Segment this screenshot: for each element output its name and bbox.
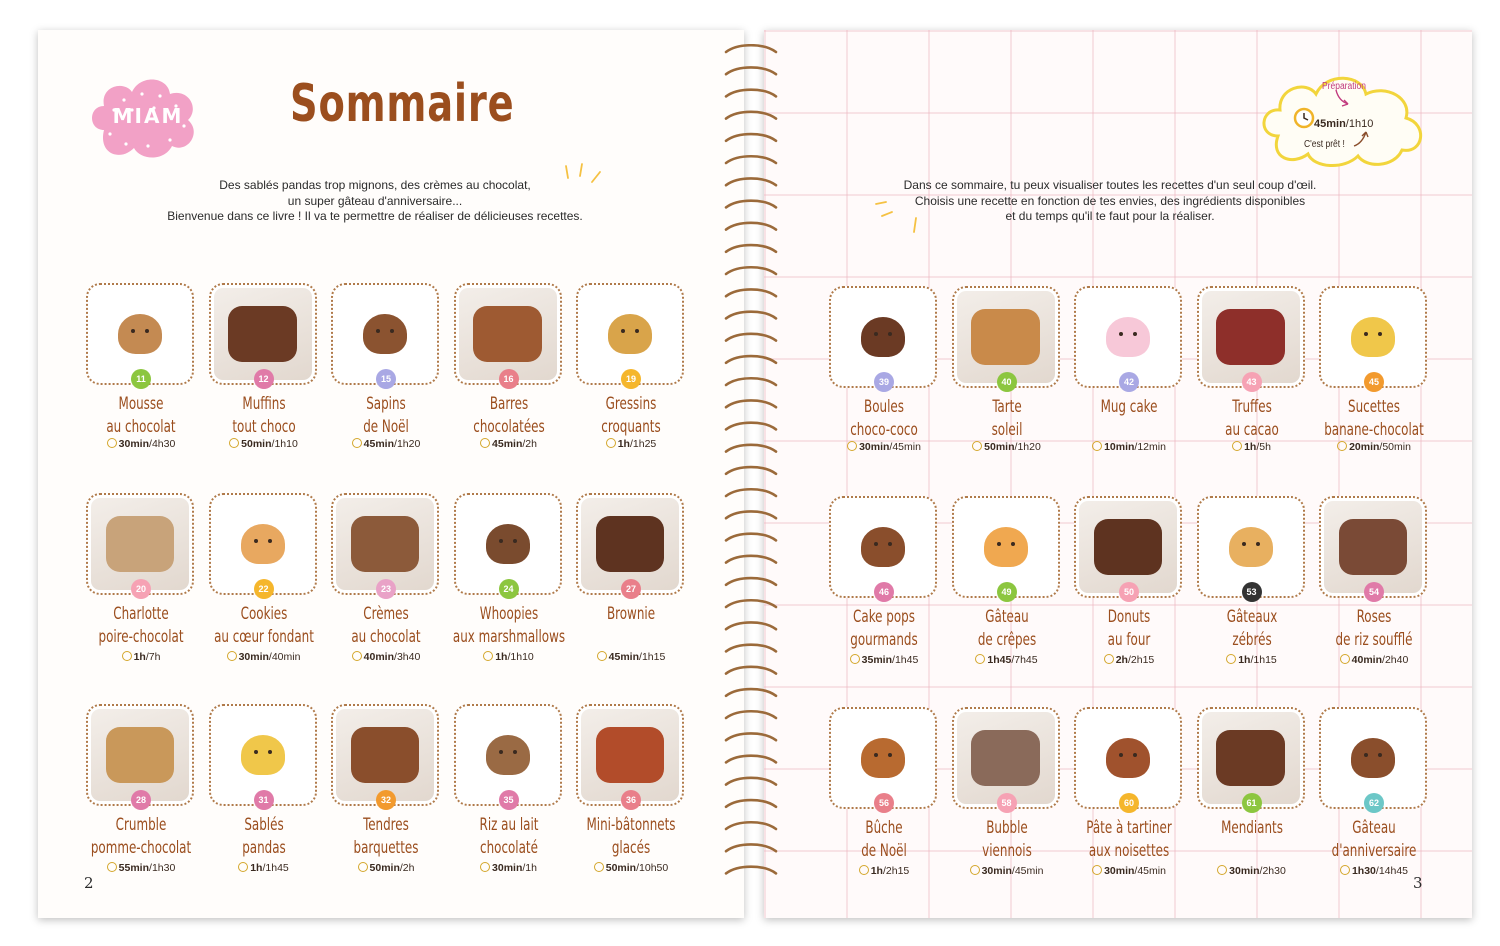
spiral-ring bbox=[726, 822, 776, 829]
clock-icon bbox=[238, 862, 248, 872]
recipe-name: Cake pops gourmands bbox=[850, 607, 918, 650]
spiral-ring bbox=[726, 67, 776, 74]
page-number-badge: 50 bbox=[1119, 582, 1139, 602]
recipe-name: Boules choco-coco bbox=[850, 397, 918, 440]
spiral-ring bbox=[726, 334, 776, 341]
food-icon bbox=[473, 306, 542, 361]
recipe-card[interactable] bbox=[313, 283, 439, 483]
clock-icon bbox=[859, 865, 869, 875]
recipe-name: Truffes au cacao bbox=[1224, 397, 1279, 440]
recipe-name: Mug cake bbox=[1100, 397, 1158, 417]
page-number-badge: 45 bbox=[1364, 372, 1384, 392]
page-number-badge: 12 bbox=[254, 369, 274, 389]
recipe-illustration bbox=[834, 291, 932, 383]
clock-icon bbox=[1226, 654, 1236, 664]
page-number-badge: 39 bbox=[874, 372, 894, 392]
clock-icon bbox=[1337, 441, 1347, 451]
spiral-ring bbox=[726, 489, 776, 496]
food-icon bbox=[486, 735, 530, 775]
recipe-time: 1h/7h bbox=[68, 651, 214, 663]
recipe-name: Tarte soleil bbox=[991, 397, 1022, 440]
spiral-ring bbox=[726, 778, 776, 785]
recipe-illustration bbox=[1324, 291, 1422, 383]
recipe-time: 1h45/7h45 bbox=[934, 654, 1080, 666]
recipe-time: 30min/45min bbox=[1056, 865, 1202, 877]
recipe-name: Sapins de Noël bbox=[363, 394, 409, 437]
page-number-badge: 54 bbox=[1364, 582, 1384, 602]
page-number: 2 bbox=[84, 874, 94, 892]
recipe-time: 1h30/14h45 bbox=[1301, 865, 1447, 877]
spiral-ring bbox=[726, 400, 776, 407]
recipe-card[interactable] bbox=[558, 704, 684, 904]
page-number-badge: 22 bbox=[254, 579, 274, 599]
recipe-time: 30min/1h bbox=[436, 862, 582, 874]
recipe-photo bbox=[581, 709, 679, 801]
recipe-photo bbox=[214, 288, 312, 380]
recipe-name: Pâte à tartiner aux noisettes bbox=[1086, 818, 1172, 861]
spiral-ring bbox=[726, 556, 776, 563]
recipe-card[interactable] bbox=[1179, 707, 1305, 907]
recipe-photo bbox=[957, 712, 1055, 804]
recipe-name: Gâteau d'anniversaire bbox=[1331, 818, 1417, 861]
recipe-name: Bubble viennois bbox=[981, 818, 1032, 861]
recipe-name: Riz au lait chocolaté bbox=[479, 815, 538, 858]
clock-icon bbox=[480, 862, 490, 872]
recipe-photo bbox=[91, 709, 189, 801]
recipe-time: 1h/1h10 bbox=[436, 651, 582, 663]
food-icon bbox=[971, 309, 1040, 364]
recipe-card[interactable] bbox=[191, 283, 317, 483]
spiral-ring bbox=[726, 445, 776, 452]
food-icon bbox=[1216, 730, 1285, 785]
recipe-time: 30min/45min bbox=[934, 865, 1080, 877]
spiral-ring bbox=[726, 511, 776, 518]
recipe-time: 30min/45min bbox=[811, 441, 957, 453]
recipe-photo bbox=[336, 709, 434, 801]
spiral-ring bbox=[726, 423, 776, 430]
food-icon bbox=[984, 527, 1028, 567]
recipe-name: Tendres barquettes bbox=[353, 815, 419, 858]
recipe-illustration bbox=[957, 501, 1055, 593]
recipe-time: 1h/5h bbox=[1179, 441, 1325, 453]
recipe-name: Muffins tout choco bbox=[231, 394, 296, 437]
recipe-time: 2h/2h15 bbox=[1056, 654, 1202, 666]
recipe-name: Whoopies aux marshmallows bbox=[452, 604, 565, 647]
spiral-ring bbox=[726, 689, 776, 696]
clock-icon bbox=[1104, 654, 1114, 664]
recipe-time: 1h/1h25 bbox=[558, 438, 704, 450]
recipe-name: Gâteaux zébrés bbox=[1226, 607, 1277, 650]
page-number-badge: 31 bbox=[254, 790, 274, 810]
recipe-time: 50min/10h50 bbox=[558, 862, 704, 874]
page-number-badge: 40 bbox=[997, 372, 1017, 392]
spiral-ring bbox=[726, 867, 776, 874]
food-icon bbox=[241, 524, 285, 564]
recipe-time: 1h/1h15 bbox=[1179, 654, 1325, 666]
spiral-ring bbox=[726, 134, 776, 141]
page-number-badge: 19 bbox=[621, 369, 641, 389]
recipe-name: Mendiants bbox=[1220, 818, 1283, 838]
legend-ready: C'est prêt ! bbox=[1304, 139, 1345, 150]
recipe-time: 30min/4h30 bbox=[68, 438, 214, 450]
food-icon bbox=[1339, 519, 1408, 574]
recipe-name: Charlotte poire-chocolat bbox=[98, 604, 184, 647]
food-icon bbox=[363, 314, 407, 354]
recipe-name: Mousse au chocolat bbox=[106, 394, 176, 437]
recipe-card[interactable] bbox=[1301, 496, 1427, 696]
recipe-card[interactable] bbox=[313, 704, 439, 904]
page-number-badge: 61 bbox=[1242, 793, 1262, 813]
recipe-time: 1h/1h45 bbox=[191, 862, 337, 874]
recipe-time: 40min/3h40 bbox=[313, 651, 459, 663]
page-number-badge: 24 bbox=[499, 579, 519, 599]
spiral-ring bbox=[726, 245, 776, 252]
spiral-ring bbox=[726, 622, 776, 629]
food-icon bbox=[608, 314, 652, 354]
page-number-badge: 35 bbox=[499, 790, 519, 810]
clock-icon bbox=[107, 438, 117, 448]
recipe-name: Crèmes au chocolat bbox=[351, 604, 421, 647]
recipe-card[interactable] bbox=[436, 704, 562, 904]
food-icon bbox=[351, 727, 420, 782]
recipe-card[interactable] bbox=[1179, 286, 1305, 486]
food-icon bbox=[596, 516, 665, 571]
clock-icon bbox=[850, 654, 860, 664]
clock-icon bbox=[229, 438, 239, 448]
recipe-card[interactable] bbox=[934, 707, 1060, 907]
clock-icon bbox=[122, 651, 132, 661]
recipe-time: 50min/1h10 bbox=[191, 438, 337, 450]
recipe-name: Roses de riz soufflé bbox=[1335, 607, 1413, 650]
food-icon bbox=[596, 727, 665, 782]
clock-icon bbox=[352, 651, 362, 661]
recipe-time: 30min/40min bbox=[191, 651, 337, 663]
spiral-ring bbox=[726, 378, 776, 385]
intro-text: Des sablés pandas trop mignons, des crèmes au chocolat, un super gâteau d'anniversaire... Bienvenue dans ce livre ! Il va te permettre de réaliser de délicieuses recettes. bbox=[167, 178, 583, 223]
recipe-time: 50min/2h bbox=[313, 862, 459, 874]
recipe-name: Gressins croquants bbox=[601, 394, 661, 437]
spiral-ring bbox=[726, 178, 776, 185]
recipe-card[interactable] bbox=[811, 496, 937, 696]
food-icon bbox=[1351, 738, 1395, 778]
recipe-card[interactable] bbox=[934, 286, 1060, 486]
page-number-badge: 15 bbox=[376, 369, 396, 389]
spiral-ring bbox=[726, 645, 776, 652]
clock-icon bbox=[1092, 865, 1102, 875]
recipe-photo bbox=[581, 498, 679, 590]
logo-text: MIAM bbox=[112, 104, 184, 128]
recipe-card[interactable] bbox=[436, 283, 562, 483]
recipe-card[interactable] bbox=[68, 493, 194, 693]
food-icon bbox=[861, 527, 905, 567]
recipe-time: 50min/1h20 bbox=[934, 441, 1080, 453]
page-number-badge: 60 bbox=[1119, 793, 1139, 813]
legend-time: 45min/1h10 bbox=[1314, 118, 1374, 130]
recipe-time: 45min/1h20 bbox=[313, 438, 459, 450]
recipe-photo bbox=[459, 288, 557, 380]
recipe-card[interactable] bbox=[1301, 707, 1427, 907]
food-icon bbox=[1229, 527, 1273, 567]
recipe-card[interactable] bbox=[313, 493, 439, 693]
recipe-card[interactable] bbox=[811, 286, 937, 486]
spiral-ring bbox=[726, 289, 776, 296]
recipe-time: 55min/1h30 bbox=[68, 862, 214, 874]
recipe-name: Sablés pandas bbox=[241, 815, 286, 858]
food-icon bbox=[971, 730, 1040, 785]
clock-icon bbox=[1340, 865, 1350, 875]
recipe-card[interactable] bbox=[1056, 496, 1182, 696]
recipe-photo bbox=[957, 291, 1055, 383]
recipe-photo bbox=[1202, 291, 1300, 383]
spiral-ring bbox=[726, 600, 776, 607]
clock-icon bbox=[597, 651, 607, 661]
food-icon bbox=[1216, 309, 1285, 364]
recipe-card[interactable] bbox=[1056, 286, 1182, 486]
clock-icon bbox=[1340, 654, 1350, 664]
recipe-name: Crumble pomme-chocolat bbox=[90, 815, 192, 858]
food-icon bbox=[1351, 317, 1395, 357]
recipe-illustration bbox=[1079, 712, 1177, 804]
clock-icon bbox=[483, 651, 493, 661]
spiral-ring bbox=[726, 534, 776, 541]
recipe-illustration bbox=[459, 709, 557, 801]
spiral-ring bbox=[726, 112, 776, 119]
page-title: Sommaire bbox=[290, 74, 515, 134]
recipe-illustration bbox=[1079, 291, 1177, 383]
recipe-name: Cookies au cœur fondant bbox=[213, 604, 314, 647]
clock-icon bbox=[606, 438, 616, 448]
spiral-ring bbox=[726, 201, 776, 208]
recipe-name: Barres chocolatées bbox=[472, 394, 545, 437]
spiral-ring bbox=[726, 733, 776, 740]
spiral-ring bbox=[726, 711, 776, 718]
recipe-name: Bûche de Noël bbox=[861, 818, 907, 861]
page-number-badge: 23 bbox=[376, 579, 396, 599]
recipe-card[interactable] bbox=[436, 493, 565, 693]
spiral-ring bbox=[726, 45, 776, 52]
spiral-ring bbox=[726, 267, 776, 274]
recipe-illustration bbox=[581, 288, 679, 380]
recipe-card[interactable] bbox=[191, 493, 317, 693]
recipe-card[interactable] bbox=[1179, 496, 1305, 696]
spiral-ring bbox=[726, 312, 776, 319]
recipe-time: 30min/2h30 bbox=[1179, 865, 1325, 877]
page-number-badge: 58 bbox=[997, 793, 1017, 813]
page-number-badge: 46 bbox=[874, 582, 894, 602]
recipe-card[interactable] bbox=[1301, 286, 1427, 486]
food-icon bbox=[228, 306, 297, 361]
recipe-name: Sucettes banane-chocolat bbox=[1324, 397, 1424, 440]
clock-icon bbox=[227, 651, 237, 661]
recipe-name: Mini-bâtonnets glacés bbox=[586, 815, 676, 858]
page-number-badge: 56 bbox=[874, 793, 894, 813]
clock-icon bbox=[1217, 865, 1227, 875]
page-number-badge: 27 bbox=[621, 579, 641, 599]
spiral-ring bbox=[726, 90, 776, 97]
food-icon bbox=[351, 516, 420, 571]
recipe-time: 45min/2h bbox=[436, 438, 582, 450]
recipe-card[interactable] bbox=[558, 283, 684, 483]
page-number-badge: 62 bbox=[1364, 793, 1384, 813]
clock-icon bbox=[594, 862, 604, 872]
spiral-binding bbox=[718, 44, 782, 894]
spiral-ring bbox=[726, 156, 776, 163]
spiral-ring bbox=[726, 667, 776, 674]
food-icon bbox=[861, 738, 905, 778]
recipe-card[interactable] bbox=[68, 283, 194, 483]
page-number-badge: 28 bbox=[131, 790, 151, 810]
page-number-badge: 53 bbox=[1242, 582, 1262, 602]
spiral-ring bbox=[726, 578, 776, 585]
page-number-badge: 43 bbox=[1242, 372, 1262, 392]
food-icon bbox=[106, 516, 175, 571]
recipe-time: 1h/2h15 bbox=[811, 865, 957, 877]
page-number-badge: 11 bbox=[131, 369, 151, 389]
recipe-time: 10min/12min bbox=[1056, 441, 1202, 453]
recipe-time: 20min/50min bbox=[1301, 441, 1447, 453]
food-icon bbox=[118, 314, 162, 354]
recipe-card[interactable] bbox=[558, 493, 684, 693]
recipe-illustration bbox=[834, 712, 932, 804]
recipe-time: 45min/1h15 bbox=[558, 651, 704, 663]
food-icon bbox=[106, 727, 175, 782]
clock-icon bbox=[107, 862, 117, 872]
spiral-ring bbox=[726, 844, 776, 851]
spiral-ring bbox=[726, 756, 776, 763]
clock-icon bbox=[358, 862, 368, 872]
page-number-badge: 36 bbox=[621, 790, 641, 810]
recipe-name: Donuts au four bbox=[1107, 607, 1151, 650]
recipe-card[interactable] bbox=[1056, 707, 1182, 907]
page-number-badge: 32 bbox=[376, 790, 396, 810]
recipe-photo bbox=[1202, 712, 1300, 804]
recipe-illustration bbox=[459, 498, 557, 590]
spiral-ring bbox=[726, 467, 776, 474]
food-icon bbox=[1094, 519, 1163, 574]
clock-icon bbox=[972, 441, 982, 451]
food-icon bbox=[1106, 738, 1150, 778]
recipe-photo bbox=[336, 498, 434, 590]
clock-icon bbox=[975, 654, 985, 664]
clock-icon bbox=[1092, 441, 1102, 451]
recipe-card[interactable] bbox=[934, 496, 1060, 696]
recipe-illustration bbox=[214, 498, 312, 590]
intro-text: Dans ce sommaire, tu peux visualiser toutes les recettes d'un seul coup d'œil. Choisis une recette en fonction de tes envies, des ingrédients disponibles et du temps qu'il te faut pour la réaliser. bbox=[903, 178, 1317, 223]
clock-icon bbox=[1232, 441, 1242, 451]
page-number-badge: 16 bbox=[499, 369, 519, 389]
clock-icon bbox=[480, 438, 490, 448]
page-number-badge: 20 bbox=[131, 579, 151, 599]
spiral-ring bbox=[726, 223, 776, 230]
page-number-badge: 42 bbox=[1119, 372, 1139, 392]
recipe-time: 40min/2h40 bbox=[1301, 654, 1447, 666]
clock-icon bbox=[352, 438, 362, 448]
spiral-ring bbox=[726, 356, 776, 363]
recipe-time: 35min/1h45 bbox=[811, 654, 957, 666]
page-number-badge: 49 bbox=[997, 582, 1017, 602]
food-icon bbox=[241, 735, 285, 775]
recipe-illustration bbox=[336, 288, 434, 380]
food-icon bbox=[1106, 317, 1150, 357]
recipe-illustration bbox=[91, 288, 189, 380]
clock-icon bbox=[847, 441, 857, 451]
recipe-photo bbox=[1324, 501, 1422, 593]
recipe-card[interactable] bbox=[191, 704, 317, 904]
recipe-illustration bbox=[214, 709, 312, 801]
recipe-name: Gâteau de crêpes bbox=[977, 607, 1036, 650]
recipe-illustration bbox=[1324, 712, 1422, 804]
spiral-ring bbox=[726, 800, 776, 807]
recipe-illustration bbox=[834, 501, 932, 593]
food-icon bbox=[486, 524, 530, 564]
clock-icon bbox=[970, 865, 980, 875]
recipe-illustration bbox=[1202, 501, 1300, 593]
recipe-photo bbox=[91, 498, 189, 590]
page-number: 3 bbox=[1413, 874, 1423, 892]
legend-preparation: Préparation bbox=[1322, 81, 1366, 92]
recipe-photo bbox=[1079, 501, 1177, 593]
food-icon bbox=[861, 317, 905, 357]
recipe-card[interactable] bbox=[811, 707, 937, 907]
recipe-name: Brownie bbox=[606, 604, 656, 624]
